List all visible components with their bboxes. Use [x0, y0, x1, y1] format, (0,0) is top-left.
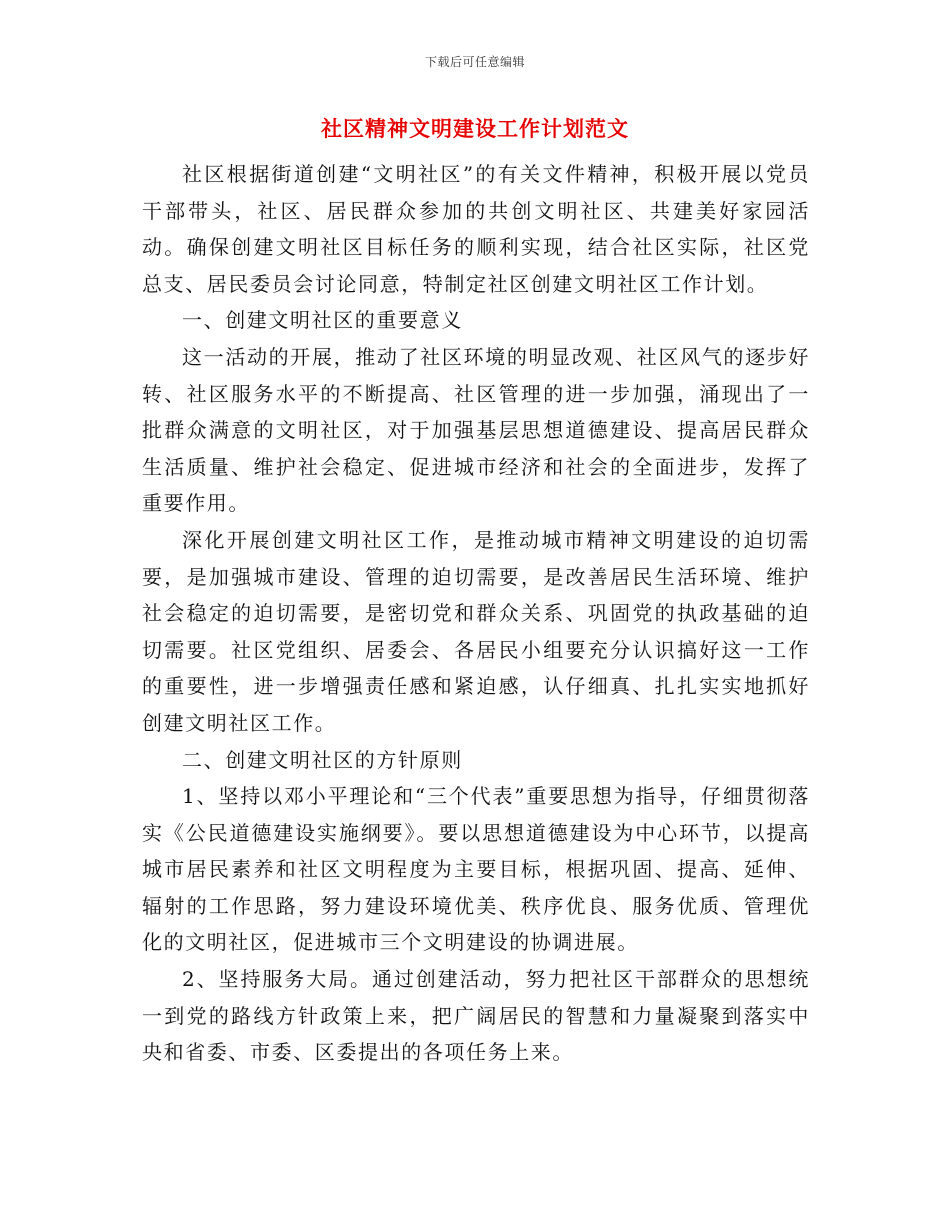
section-heading-2: 二、创建文明社区的方针原则	[182, 747, 463, 772]
paragraph-principle-1: 1、坚持以邓小平理论和“三个代表”重要思想为指导，仔细贯彻落实《公民道德建设实施纲要》。要以思想道德建设为中心环节，以提高城市居民素养和社区文明程度为主要目标，根据巩固、提高、延伸、辐射的工作思路，努力建设环境优美、秩序优良、服务优质、管理优化的文明社区，促进城市三个文明建设的协调进展。	[142, 784, 810, 955]
header-note: 下载后可任意编辑	[424, 55, 525, 69]
document-body	[142, 156, 810, 1071]
paragraph-principle-2: 2、坚持服务大局。通过创建活动，努力把社区干部群众的思想统一到党的路线方针政策上来，把广阔居民的智慧和力量凝聚到落实中央和省委、市委、区委提出的各项任务上来。	[142, 967, 810, 1065]
paragraph-intro: 社区根据街道创建“文明社区”的有关文件精神，积极开展以党员干部带头，社区、居民群众参加的共创文明社区、共建美好家园活动。确保创建文明社区目标任务的顺利实现，结合社区实际，社区党总支、居民委员会讨论同意，特制定社区创建文明社区工作计划。	[142, 162, 810, 296]
document-title: 社区精神文明建设工作计划范文	[321, 116, 629, 141]
section-heading-1: 一、创建文明社区的重要意义	[182, 308, 463, 333]
paragraph-significance-2: 深化开展创建文明社区工作，是推动城市精神文明建设的迫切需要，是加强城市建设、管理的迫切需要，是改善居民生活环境、维护社会稳定的迫切需要，是密切党和群众关系、巩固党的执政基础的迫切需要。社区党组织、居委会、各居民小组要充分认识搞好这一工作的重要性，进一步增强责任感和紧迫感，认仔细真、扎扎实实地抓好创建文明社区工作。	[142, 527, 810, 735]
paragraph-significance-1: 这一活动的开展，推动了社区环境的明显改观、社区风气的逐步好转、社区服务水平的不断提高、社区管理的进一步加强，涌现出了一批群众满意的文明社区，对于加强基层思想道德建设、提高居民群众生活质量、维护社会稳定、促进城市经济和社会的全面进步，发挥了重要作用。	[142, 344, 810, 516]
